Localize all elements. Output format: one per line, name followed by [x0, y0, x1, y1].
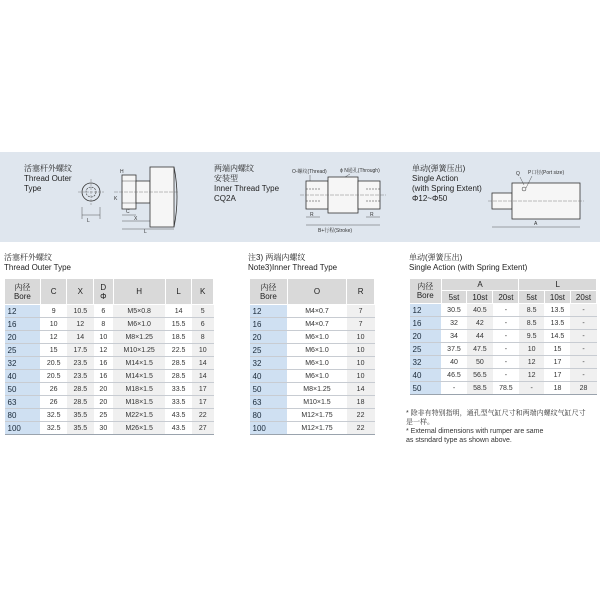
footnote-line-1: * 除非有特别指明，通孔型气缸尺寸和两端内螺纹气缸尺寸: [406, 410, 586, 417]
table-cell: -: [493, 317, 519, 330]
bore-cell: 50: [5, 383, 41, 396]
bore-cell: 16: [5, 318, 41, 331]
table-cell: 25: [94, 409, 113, 422]
col-a-5st: 5st: [441, 291, 467, 304]
label-q: Q: [516, 171, 520, 177]
table-cell: 14: [192, 357, 214, 370]
bore-cell: 16: [410, 317, 442, 330]
bore-cell: 63: [5, 396, 41, 409]
table-cell: M6×1.0: [287, 357, 346, 370]
table-cell: 13.5: [544, 304, 570, 317]
table-cell: 10: [347, 357, 375, 370]
table-cell: 16: [94, 370, 113, 383]
table-row: [5, 370, 214, 383]
label-d: K: [114, 196, 118, 202]
table-cell: 35.5: [67, 422, 94, 435]
panel-title-en: Inner Thread Type: [214, 184, 280, 193]
table-cell: 43.5: [165, 409, 192, 422]
table-row: [250, 357, 375, 370]
table-cell: 28.5: [67, 396, 94, 409]
table-cell: -: [493, 369, 519, 382]
table-cell: 8.5: [519, 317, 545, 330]
table-cell: -: [493, 330, 519, 343]
col-d: D Φ: [94, 279, 113, 305]
table-cell: 20: [94, 396, 113, 409]
section-title-inner-thread: [248, 253, 337, 273]
table-cell: 22: [347, 422, 375, 435]
table-cell: 28.5: [165, 357, 192, 370]
table-cell: 22.5: [165, 344, 192, 357]
table-row: [250, 370, 375, 383]
single-action-drawing: [484, 165, 588, 235]
bore-cell: 20: [5, 331, 41, 344]
table-cell: 8: [94, 318, 113, 331]
table-cell: 56.5: [467, 369, 493, 382]
bore-cell: 63: [250, 396, 288, 409]
table-cell: M10×1.25: [113, 344, 165, 357]
table-cell: 22: [192, 409, 214, 422]
table-cell: 44: [467, 330, 493, 343]
table-cell: 23.5: [67, 370, 94, 383]
table-row: [5, 331, 214, 344]
table-cell: 10: [40, 318, 67, 331]
table-cell: 14.5: [544, 330, 570, 343]
table-cell: M12×1.75: [287, 422, 346, 435]
col-o: O: [287, 279, 346, 305]
table-cell: 9: [40, 305, 67, 318]
panel-title-en2: (with Spring Extent): [412, 184, 482, 193]
table-cell: 6: [192, 318, 214, 331]
table-cell: M12×1.75: [287, 409, 346, 422]
bore-cell: 32: [5, 357, 41, 370]
table-cell: M10×1.5: [287, 396, 346, 409]
panel-title-cn: 单动(弹簧压出): [412, 164, 466, 173]
panel-model: CQ2A: [214, 194, 236, 203]
panel-title-en: Thread Outer: [24, 174, 72, 183]
table-row: [410, 343, 597, 356]
table-row: [5, 409, 214, 422]
bore-cell: 20: [250, 331, 288, 344]
table-row: [410, 330, 597, 343]
table-cell: M6×1.0: [287, 370, 346, 383]
table-cell: 35.5: [67, 409, 94, 422]
table-cell: 32: [441, 317, 467, 330]
table-cell: 18.5: [165, 331, 192, 344]
table-cell: 20.5: [40, 357, 67, 370]
bore-cell: 80: [250, 409, 288, 422]
bore-cell: 32: [250, 357, 288, 370]
section-title-thread-outer: [4, 253, 71, 273]
bore-cell: 50: [410, 382, 442, 395]
col-l-5st: 5st: [519, 291, 545, 304]
table-cell: 20.5: [40, 370, 67, 383]
panel-title-cn: 活塞杆外螺纹: [24, 164, 72, 173]
label-a: A: [534, 221, 538, 227]
table-cell: 50: [467, 356, 493, 369]
col-bore: 内径 Bore: [250, 279, 288, 305]
table-cell: -: [570, 343, 596, 356]
table-cell: 17: [544, 356, 570, 369]
table-cell: 12: [40, 331, 67, 344]
table-cell: M6×1.0: [287, 331, 346, 344]
table-cell: 5: [192, 305, 214, 318]
table-cell: M14×1.5: [113, 357, 165, 370]
table-cell: M5×0.8: [113, 305, 165, 318]
single-action-table: [409, 278, 597, 395]
table-cell: 9.5: [519, 330, 545, 343]
label-port: P口径(Port size): [528, 170, 565, 176]
table-cell: 30: [94, 422, 113, 435]
table-row: [410, 369, 597, 382]
col-group-a: A: [441, 279, 519, 291]
table-cell: -: [493, 304, 519, 317]
table-cell: M6×1.0: [287, 344, 346, 357]
table-cell: 12: [519, 356, 545, 369]
table-cell: 46.5: [441, 369, 467, 382]
table-row: [250, 422, 375, 435]
table-cell: 8.5: [519, 304, 545, 317]
panel-range: Φ12~Φ50: [412, 194, 448, 203]
label-thread: O-螺纹(Thread): [292, 169, 327, 175]
table-row: [5, 383, 214, 396]
section-title-cn: 单动(弹簧压出): [409, 253, 463, 262]
table-row: [5, 344, 214, 357]
table-cell: 20: [94, 383, 113, 396]
col-a-20st: 20st: [493, 291, 519, 304]
label-x: X: [134, 216, 138, 222]
section-title-cn: 注3) 两端内螺纹: [248, 253, 306, 262]
table-row: [5, 305, 214, 318]
table-cell: 14: [67, 331, 94, 344]
table-row: [250, 318, 375, 331]
table-cell: 14: [347, 383, 375, 396]
table-row: [5, 422, 214, 435]
col-l-20st: 20st: [570, 291, 596, 304]
col-l-10st: 10st: [544, 291, 570, 304]
table-cell: 14: [165, 305, 192, 318]
table-cell: 17: [192, 383, 214, 396]
table-cell: -: [570, 330, 596, 343]
table-cell: 42: [467, 317, 493, 330]
footnote: [406, 409, 596, 445]
table-cell: M26×1.5: [113, 422, 165, 435]
table-cell: -: [493, 343, 519, 356]
table-cell: 40.5: [467, 304, 493, 317]
table-cell: 40: [441, 356, 467, 369]
inner-thread-table: [249, 278, 375, 435]
table-row: [410, 356, 597, 369]
section-title-en: Thread Outer Type: [4, 263, 71, 272]
table-cell: 47.5: [467, 343, 493, 356]
table-cell: 12: [67, 318, 94, 331]
table-cell: 10: [94, 331, 113, 344]
bore-cell: 25: [5, 344, 41, 357]
label-r-right: R: [370, 212, 374, 218]
table-cell: 30.5: [441, 304, 467, 317]
label-l: L: [144, 229, 147, 235]
table-cell: 18: [544, 382, 570, 395]
panel-title-en2: Type: [24, 184, 42, 193]
col-group-l: L: [519, 279, 597, 291]
table-row: [5, 357, 214, 370]
table-cell: 26: [40, 383, 67, 396]
panel-single-action: [412, 164, 482, 204]
bore-cell: 12: [250, 305, 288, 318]
bore-cell: 50: [250, 383, 288, 396]
bore-cell: 16: [250, 318, 288, 331]
table-cell: 13.5: [544, 317, 570, 330]
table-cell: 7: [347, 318, 375, 331]
table-row: [250, 344, 375, 357]
bore-cell: 100: [5, 422, 41, 435]
bore-cell: 12: [5, 305, 41, 318]
col-a-10st: 10st: [467, 291, 493, 304]
table-cell: M18×1.5: [113, 396, 165, 409]
table-cell: -: [441, 382, 467, 395]
footnote-line-3: * External dimensions with rumper are same: [406, 428, 544, 435]
table-cell: 23.5: [67, 357, 94, 370]
bore-cell: 32: [410, 356, 442, 369]
table-cell: 12: [519, 369, 545, 382]
table-row: [250, 396, 375, 409]
bore-cell: 40: [410, 369, 442, 382]
bore-cell: 40: [5, 370, 41, 383]
table-cell: 34: [441, 330, 467, 343]
table-cell: 15: [40, 344, 67, 357]
table-cell: 58.5: [467, 382, 493, 395]
thread-outer-drawing: [74, 163, 184, 235]
table-cell: M14×1.5: [113, 370, 165, 383]
table-cell: 78.5: [493, 382, 519, 395]
thread-outer-table: [4, 278, 214, 435]
table-cell: M4×0.7: [287, 305, 346, 318]
table-cell: 17: [544, 369, 570, 382]
table-cell: M22×1.5: [113, 409, 165, 422]
col-x: X: [67, 279, 94, 305]
inner-thread-drawing: [290, 165, 396, 235]
table-cell: 15: [544, 343, 570, 356]
table-cell: 6: [94, 305, 113, 318]
bore-cell: 80: [5, 409, 41, 422]
table-cell: 10: [347, 331, 375, 344]
col-bore: 内径 Bore: [5, 279, 41, 305]
table-row: [250, 409, 375, 422]
table-cell: M6×1.0: [113, 318, 165, 331]
bore-cell: 40: [250, 370, 288, 383]
table-cell: M4×0.7: [287, 318, 346, 331]
label-h: H: [120, 169, 124, 175]
table-cell: 10: [519, 343, 545, 356]
table-cell: M8×1.25: [287, 383, 346, 396]
bore-cell: 20: [410, 330, 442, 343]
table-cell: 15.5: [165, 318, 192, 331]
table-cell: 32.5: [40, 422, 67, 435]
footnote-line-4: as stsndard type as shown above.: [406, 437, 512, 444]
bore-cell: 25: [410, 343, 442, 356]
table-cell: 10: [192, 344, 214, 357]
bore-cell: 12: [410, 304, 442, 317]
label-c: C: [126, 209, 130, 215]
table-cell: 32.5: [40, 409, 67, 422]
col-h: H: [113, 279, 165, 305]
table-cell: 28.5: [67, 383, 94, 396]
section-title-en: Single Action (with Spring Extent): [409, 263, 528, 272]
table-cell: 28.5: [165, 370, 192, 383]
table-row: [5, 396, 214, 409]
table-cell: 26: [40, 396, 67, 409]
panel-inner-thread: [214, 164, 279, 204]
col-k: K: [192, 279, 214, 305]
section-title-single-action: [409, 253, 527, 273]
table-cell: M8×1.25: [113, 331, 165, 344]
table-cell: -: [570, 356, 596, 369]
panel-title-en: Single Action: [412, 174, 459, 183]
table-row: [250, 331, 375, 344]
table-row: [250, 305, 375, 318]
label-through: ϕ N通孔(Through): [340, 168, 380, 174]
table-cell: 16: [94, 357, 113, 370]
panel-thread-outer: [24, 164, 72, 194]
bore-cell: 100: [250, 422, 288, 435]
table-row: [410, 317, 597, 330]
table-cell: -: [570, 317, 596, 330]
table-row: [410, 382, 597, 395]
section-title-cn: 活塞杆外螺纹: [4, 253, 52, 262]
col-bore: 内径 Bore: [410, 279, 442, 304]
table-cell: 17.5: [67, 344, 94, 357]
table-cell: 14: [192, 370, 214, 383]
table-cell: -: [519, 382, 545, 395]
table-cell: 37.5: [441, 343, 467, 356]
table-cell: 43.5: [165, 422, 192, 435]
table-cell: 22: [347, 409, 375, 422]
table-cell: -: [570, 304, 596, 317]
table-cell: 17: [192, 396, 214, 409]
col-c: C: [40, 279, 67, 305]
col-l: L: [165, 279, 192, 305]
table-cell: 7: [347, 305, 375, 318]
table-cell: 10: [347, 344, 375, 357]
table-cell: 10: [347, 370, 375, 383]
footnote-line-2: 是一样。: [406, 419, 434, 426]
panel-title-cn2: 安装型: [214, 174, 238, 183]
table-cell: 33.5: [165, 396, 192, 409]
table-cell: 27: [192, 422, 214, 435]
label-stroke: B+行程(Stroke): [318, 228, 353, 234]
table-cell: 12: [94, 344, 113, 357]
table-cell: 10.5: [67, 305, 94, 318]
label-r-left: R: [310, 212, 314, 218]
table-cell: 18: [347, 396, 375, 409]
bore-cell: 25: [250, 344, 288, 357]
table-cell: -: [493, 356, 519, 369]
label-k: L: [87, 218, 90, 224]
table-cell: 33.5: [165, 383, 192, 396]
table-cell: 28: [570, 382, 596, 395]
table-row: [250, 383, 375, 396]
table-row: [5, 318, 214, 331]
table-cell: -: [570, 369, 596, 382]
table-row: [410, 304, 597, 317]
panel-title-cn: 两端内螺纹: [214, 164, 254, 173]
table-cell: M18×1.5: [113, 383, 165, 396]
table-cell: 8: [192, 331, 214, 344]
col-r: R: [347, 279, 375, 305]
section-title-en: Note3)Inner Thread Type: [248, 263, 338, 272]
